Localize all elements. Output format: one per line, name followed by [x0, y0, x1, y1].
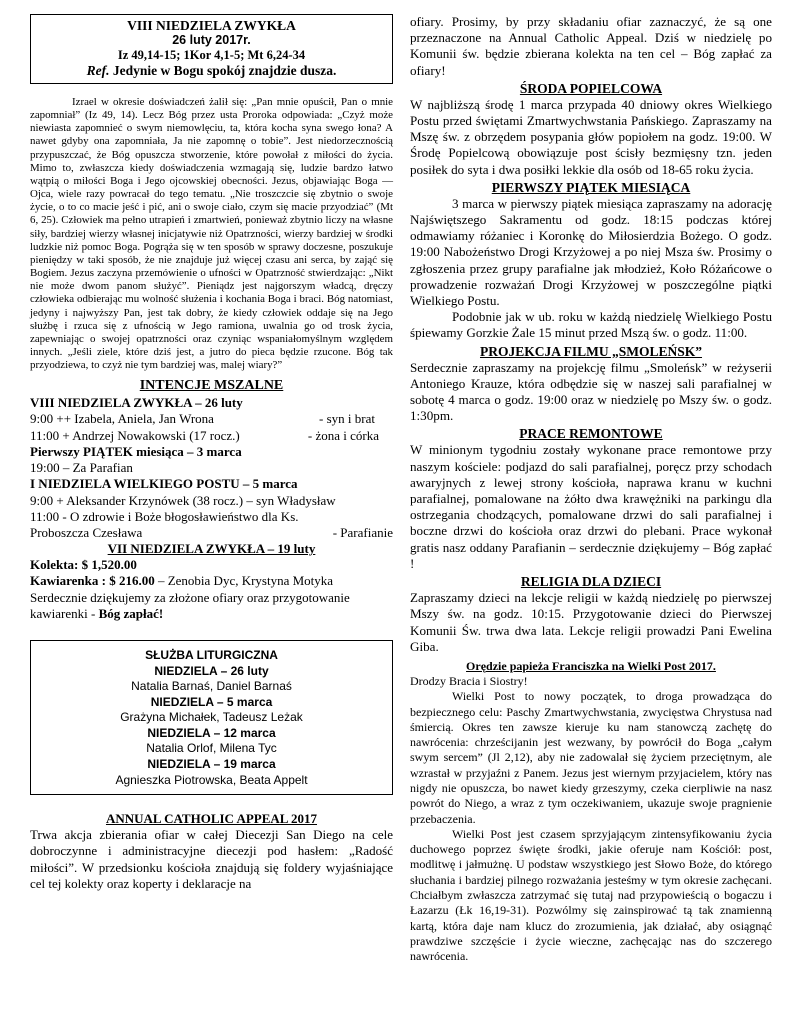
kolekta: Kolekta: $ 1,520.00	[30, 557, 137, 573]
right-column	[410, 14, 772, 965]
intention-line: 11:00 + Andrzej Nowakowski (17 rocz.) - żona i córka	[30, 427, 379, 443]
papal-para-2: Wielki Post jest czasem sprzyjającym zintensyfikowaniu życia duchowego poprzez święte środki, jakie oferuje nam Kościół: post, modlitwę i jałmużnę. U podstaw wszystkiego jest Słowo Boże, do którego słuchania i bardziej pilnego rozważania jesteśmy w tym okresie zachęcani. Chciałbym zwłaszcza zatrzymać się tutaj nad przypowieścią o bogaczu i Łazarzu (Łk 16,19-31). Pozwólmy się zainspirować tą tak znamienną kartą, która daje nam klucz do zrozumienia, jak działać, aby osiągnąć prawdziwe szczęście i życie wieczne, zachęcając nas do szczerego nawrócenia.	[410, 826, 772, 964]
readings: Iz 49,14-15; 1Kor 4,1-5; Mt 6,24-34	[117, 48, 306, 62]
sluzba-day: NIEDZIELA – 19 marca	[147, 757, 276, 772]
reflection-text: Izrael w okresie doświadczeń żalił się: „Pan mnie opuścił, Pan o mnie zapomniał” (Iz 49, 14). Lecz Bóg przez usta Proroka odpowiada: „Czyż może niewiasta zapomnieć o swym niemowlęciu, ta, która kocha syna swego łona? A nawet gdyby ona zapomniała, Ja nie zapomnę o tobie”. Jest niedorzecznością przypuszczać, że Bóg opuszcza stworzenie, które powołał z miłości do życia. Mimo to, zwłaszcza kiedy doświadczenia wzmagają się, ludzie bardzo łatwo wątpią o miłości Boga i Jego ojcowskiej obecności. Jezus, objawiając Boga — Ojca, wiele razy powracał do tego tematu. „Nie troszczcie się zbytnio o swoje życie, o to co macie jeść i pić, ani o swoje ciało, czym się macie przyodziać” (Mt 6, 25). Człowiek ma pełno utrapień i zmartwień, ponieważ zbytnio liczy na własne siły, bardziej wierzy własnej inicjatywie niż Opatrzności, wierzy bardziej w środki ludzkie niż pomoc Boga. Pogrąża się w ten sposób w sprawy doczesne, poszukuje pieniędzy w taki sposób, że nie znajduje już więcej czasu ani serca, by zająć się Bogiem. Jezus zaczyna przemówienie o ufności w Opatrzność stwierdzając: „Nikt nie może dwom panom służyć”. Pieniądz jest najgorszym władcą, dręczy człowieka odbierając mu wolność służenia i kochania Boga i braci. Bóg natomiast, jedyny i najwyższy Pan, jest tak dobry, że kiedy człowiek oddaje się na Jego służbę i rzuca się z ufnością w Jego ramiona, uwalnia go od trosk życia, zapewniając o swojej opatrzności oraz czyniąc wspaniałomyślnym względem innych. „Jeśli ziele, które dziś jest, a jutro do pieca będzie rzucone. Bóg tak przyodziewa, to czyż nie tym bardziej was, malej wiary?”	[30, 96, 393, 372]
left-column	[30, 14, 393, 892]
prev-sunday-title: VII NIEDZIELA ZWYKŁA – 19 luty	[107, 541, 316, 557]
piatek-title: PIERWSZY PIĄTEK MIESIĄCA	[491, 179, 691, 195]
refrain	[35, 63, 388, 79]
sunday-date: 26 luty 2017r.	[172, 33, 251, 47]
intention-line: Pierwszy PIĄTEK miesiąca – 3 marca	[30, 443, 242, 459]
appeal-title: ANNUAL CATHOLIC APPEAL 2017	[105, 811, 318, 827]
sluzba-title: SŁUŻBA LITURGICZNA	[145, 647, 278, 662]
intention-line: VIII NIEDZIELA ZWYKŁA – 26 luty	[30, 395, 243, 411]
intention-line: 9:00 ++ Izabela, Aniela, Jan Wrona - syn i brat	[30, 411, 375, 427]
intentions-title: INTENCJE MSZALNE	[139, 378, 284, 394]
sluzba-day: NIEDZIELA – 12 marca	[147, 725, 276, 740]
intention-line: Proboszcza Czesława - Parafianie	[30, 524, 393, 540]
sluzba-box	[30, 640, 393, 795]
remonty-text: W minionym tygodniu zostały wykonane prace remontowe przy naszym kościele: podjazd do sali parafialnej, poręcz przy schodach awaryjnych z lewej strony kościoła, naprawa kranu w kuchni parafialnej, pomalowane na żółto dwa krawężniki na parkingu dla ostrzegania chodzących, pomalowane drzwi do sali parafialnej i boczne drzwi do kościoła oraz drzwi do plebani. Prace wykonał gratis nasz oddany Parafianin – serdecznie dziękujemy – Bóg zapłać !	[410, 442, 772, 571]
appeal-text: Trwa akcja zbierania ofiar w całej Diecezji San Diego na cele dobroczynne i administracyjne diecezji pod hasłem: „Radość miłości”. W przedsionku kościoła znajdują się foldery wyjaśniające cel tej kolekty oraz koperty i deklaracje na	[30, 827, 393, 891]
refrain-text: Jedynie w Bogu spokój znajdzie dusza.	[112, 63, 337, 78]
intentions-list	[30, 395, 393, 541]
piatek-text: 3 marca w pierwszy piątek miesiąca zapraszamy na adorację Najświętszego Sakramentu od godz. 18:15 podczas której odmawiamy różaniec i Koronkę do Miłosierdzia Bożego. O godz. 19:00 Nabożeństwo Drogi Krzyżowej a po niej Msza św. Prosimy o zgłoszenia przez grupy parafialne jak młodzież, Koło Różańcowe o prowadzenie rozważań Drogi Krzyżowej w poszczególne piątki Wielkiego Postu.	[410, 195, 772, 309]
appeal-text-continued: ofiary. Prosimy, by przy składaniu ofiar zaznaczyć, że są one przeznaczone na Annual Catholic Appeal. Dziś w niedzielę po Komunii św. będzie zbierana kolekta na ten cel – Bóg zapłać za ofiary!	[410, 14, 772, 78]
religia-title: RELIGIA DLA DZIECI	[520, 574, 662, 590]
remonty-title: PRACE REMONTOWE	[519, 426, 663, 442]
papal-greeting: Drodzy Bracia i Siostry!	[410, 673, 528, 688]
sluzba-day: NIEDZIELA – 26 luty	[154, 663, 269, 678]
sroda-title: ŚRODA POPIELCOWA	[519, 80, 663, 96]
sluzba-day: NIEDZIELA – 5 marca	[150, 694, 273, 709]
sluzba-names: Natalia Barnaś, Daniel Barnaś	[131, 679, 292, 694]
sluzba-names: Agnieszka Piotrowska, Beata Appelt	[115, 772, 308, 787]
refrain-label: Ref.	[86, 63, 110, 78]
intention-line: 9:00 + Aleksander Krzynówek (38 rocz.) – syn Władysław	[30, 492, 336, 508]
film-text: Serdecznie zapraszamy na projekcję filmu „Smoleńsk” w reżyserii Antoniego Krauze, która odbędzie się w naszej sali parafialnej w sobotę 4 marca o godz. 19:00 oraz w niedzielę po Mszy św. o godz. 1:30pm.	[410, 359, 772, 424]
gorzkie-zale-text: Podobnie jak w ub. roku w każdą niedzielę Wielkiego Postu śpiewamy Gorzkie Żale 15 minut przed Mszą św. o godz. 11:00.	[410, 309, 772, 341]
kawiarenka: Kawiarenka : $ 216.00 – Zenobia Dyc, Krystyna Motyka	[30, 573, 334, 589]
papal-title: Orędzie papieża Franciszka na Wielki Post 2017.	[466, 658, 716, 673]
intention-line: I NIEDZIELA WIELKIEGO POSTU – 5 marca	[30, 476, 298, 492]
sluzba-names: Grażyna Michałek, Tadeusz Leżak	[120, 710, 303, 725]
papal-para-1: Wielki Post to nowy początek, to droga prowadząca do bezpiecznego celu: Paschy Zmartwychwstania, zwycięstwa Chrystusa nad śmiercią. Okres ten zawsze kieruje ku nam stanowczą zachętę do nawrócenia: chrześcijanin jest wezwany, by powrócił do Boga „całym swym sercem” (Jl 2,12), aby nie zadowalał się życiem przeciętnym, ale wzrastał w przyjaźni z Panem. Jezus jest wiernym przyjacielem, który nas nigdy nie opuszcza, bo nawet kiedy grzeszymy, czeka cierpliwie na nasz powrót do Niego, a wraz z tym oczekiwaniem, ukazuje swoje pragnienie przebaczenia.	[410, 689, 772, 826]
intention-line: 11:00 - O zdrowie i Boże błogosławieństwo dla Ks.	[30, 508, 299, 524]
thanks: Serdecznie dziękujemy za złożone ofiary oraz przygotowanie kawiarenki - Bóg zapłać!	[30, 589, 350, 621]
header-box	[30, 14, 393, 84]
sunday-title: VIII NIEDZIELA ZWYKŁA	[127, 18, 296, 33]
religia-text: Zapraszamy dzieci na lekcje religii w każdą niedzielę po pierwszej Mszy św. na godz. 10:15. Przygotowanie dzieci do Pierwszej Komunii Św. trwa dwa lata. Lekcje religii prowadzi Pani Ewelina Giba.	[410, 590, 772, 654]
sroda-text: W najbliższą środę 1 marca przypada 40 dniowy okres Wielkiego Postu przed świętami Zmartwychwstania Pańskiego. Zapraszamy na Mszę św. z obrzędem posypania głów popiołem na godz. 19:00. W Środę Popielcową obowiązuje post ścisły bezmięsny tzn. jeden posiłek do syta i dwa posiłki lekkie dla osób od 18-65 roku życia.	[410, 96, 772, 177]
sluzba-names: Natalia Orlof, Milena Tyc	[146, 741, 277, 756]
intention-line: 19:00 – Za Parafian	[30, 460, 133, 476]
film-title: PROJEKCJA FILMU „SMOLEŃSK”	[479, 343, 703, 359]
